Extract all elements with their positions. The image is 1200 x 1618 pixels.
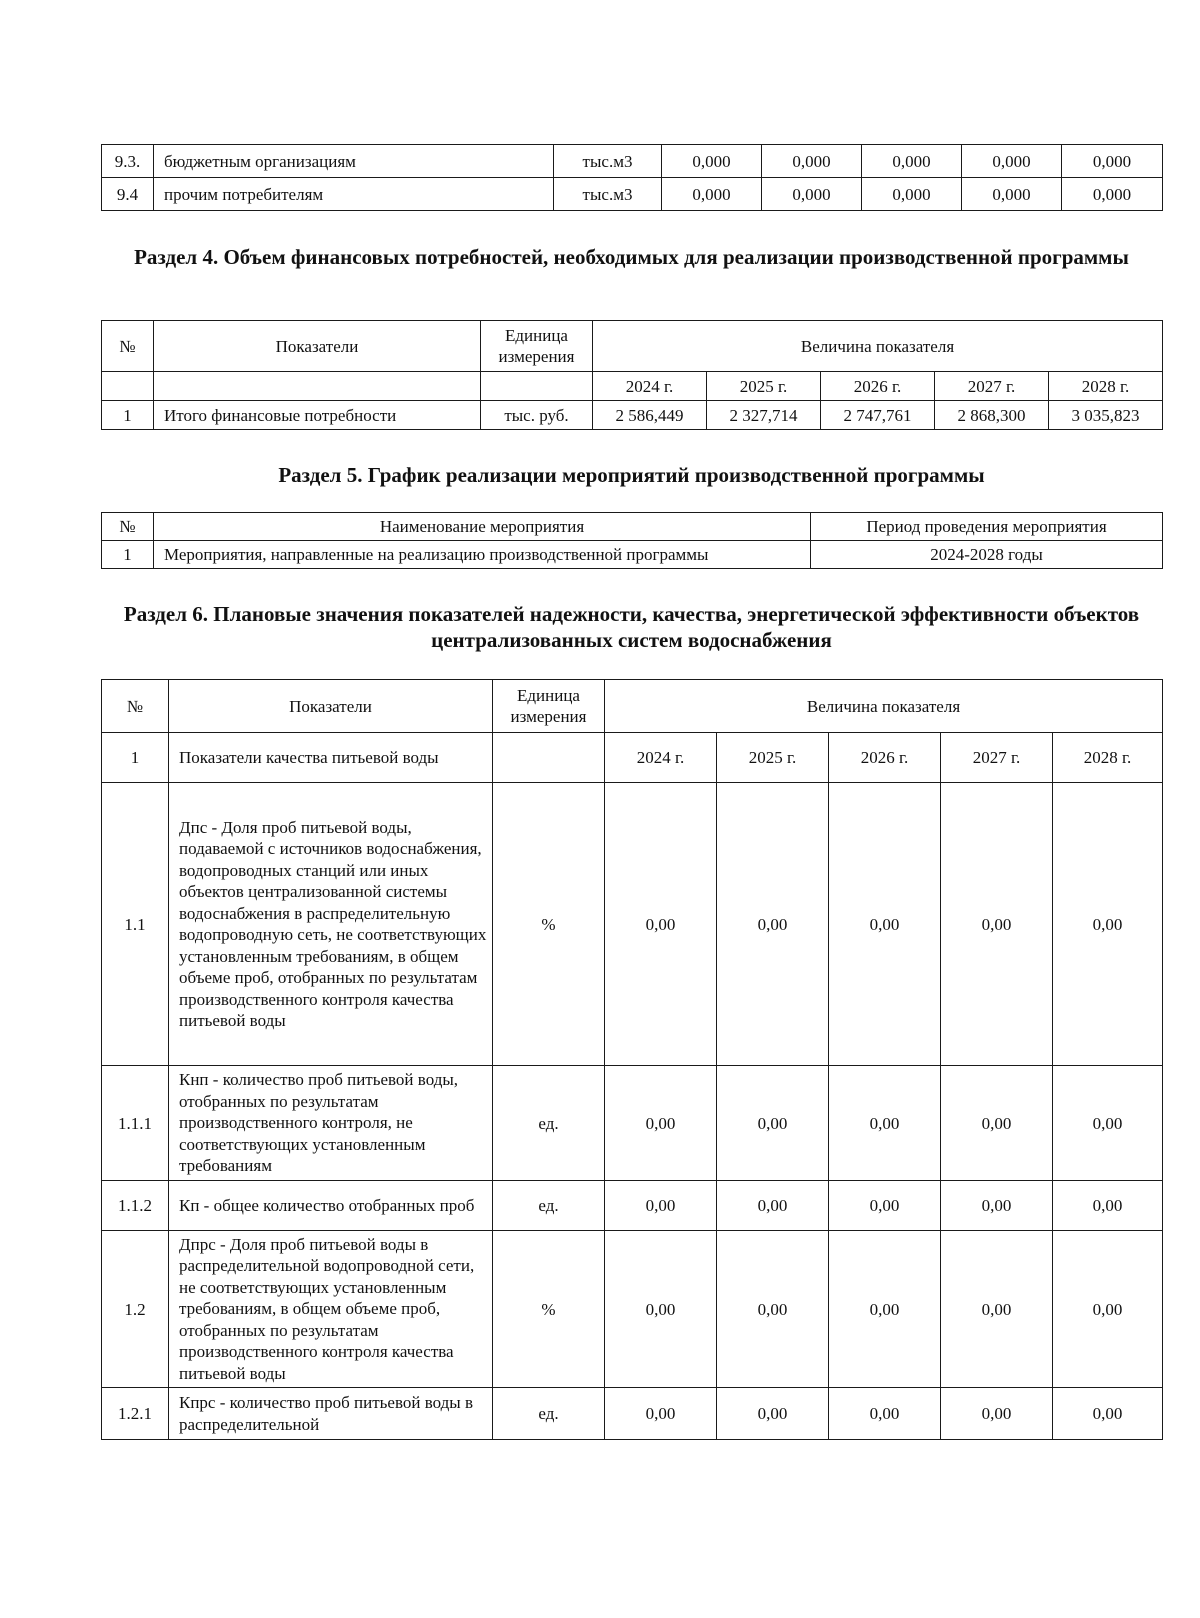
value-cell: 0,000: [1062, 145, 1163, 178]
row-number: 9.4: [102, 178, 154, 211]
header-value: Величина показателя: [593, 321, 1163, 372]
year-header: 2026 г.: [821, 372, 935, 401]
row-period: 2024-2028 годы: [811, 541, 1163, 569]
row-unit: тыс.м3: [554, 178, 662, 211]
year-header: 2028 г.: [1053, 733, 1163, 783]
value-cell: 0,00: [605, 1181, 717, 1231]
row-number: 1.2: [102, 1231, 169, 1388]
header-unit: Единица измерения: [493, 680, 605, 733]
row-name: Кнп - количество проб питьевой воды, отобранных по результатам производственного контроля, не соответствующих установленным требованиям: [169, 1066, 493, 1181]
table-header-row: [102, 321, 1163, 372]
row-name: Кп - общее количество отобранных проб: [169, 1181, 493, 1231]
empty-cell: [493, 733, 605, 783]
header-value: Величина показателя: [605, 680, 1163, 733]
value-cell: 0,00: [1053, 783, 1163, 1066]
row-name: Показатели качества питьевой воды: [169, 733, 493, 783]
value-cell: 0,00: [717, 1066, 829, 1181]
value-cell: 2 327,714: [707, 401, 821, 430]
value-cell: 0,00: [829, 783, 941, 1066]
section6-title: Раздел 6. Плановые значения показателей надежности, качества, энергетической эффективности объектов централизованных систем водоснабжения: [123, 602, 1140, 652]
table-row: [102, 783, 1163, 1066]
row-unit: %: [493, 1231, 605, 1388]
value-cell: 0,00: [717, 1231, 829, 1388]
year-header: 2027 г.: [941, 733, 1053, 783]
empty-cell: [481, 372, 593, 401]
empty-cell: [102, 372, 154, 401]
year-header: 2025 г.: [707, 372, 821, 401]
value-cell: 0,00: [829, 1231, 941, 1388]
value-cell: 0,000: [962, 145, 1062, 178]
table-header-row: [102, 513, 1163, 541]
value-cell: 0,00: [941, 1066, 1053, 1181]
value-cell: 0,00: [829, 1066, 941, 1181]
value-cell: 0,00: [1053, 1181, 1163, 1231]
header-number: №: [102, 513, 154, 541]
empty-cell: [154, 372, 481, 401]
row-unit: %: [493, 783, 605, 1066]
row-number: 9.3.: [102, 145, 154, 178]
header-number: №: [102, 321, 154, 372]
year-header: 2025 г.: [717, 733, 829, 783]
value-cell: 0,00: [717, 1181, 829, 1231]
value-cell: 0,000: [862, 145, 962, 178]
table-row: [102, 1181, 1163, 1231]
value-cell: 0,00: [605, 1388, 717, 1440]
row-name: Кпрс - количество проб питьевой воды в распределительной: [169, 1388, 493, 1440]
quality-indicators-table: [101, 679, 1163, 1440]
row-number: 1.2.1: [102, 1388, 169, 1440]
year-header: 2027 г.: [935, 372, 1049, 401]
value-cell: 2 586,449: [593, 401, 707, 430]
row-name: бюджетным организациям: [154, 145, 554, 178]
header-indicator: Показатели: [154, 321, 481, 372]
value-cell: 0,00: [829, 1388, 941, 1440]
value-cell: 0,000: [662, 178, 762, 211]
row-unit: тыс. руб.: [481, 401, 593, 430]
value-cell: 0,00: [941, 1388, 1053, 1440]
table-row: [102, 1231, 1163, 1388]
row-number: 1: [102, 541, 154, 569]
row-number: 1: [102, 733, 169, 783]
row-name: Дпс - Доля проб питьевой воды, подаваемой с источников водоснабжения, водопроводных станций или иных объектов централизованной системы водоснабжения в распределительную водопроводную сеть, не соответствующих установленным требованиям, в общем объеме проб, отобранных по результатам производственного контроля качества питьевой воды: [169, 783, 493, 1066]
row-number: 1.1.1: [102, 1066, 169, 1181]
value-cell: 0,00: [1053, 1066, 1163, 1181]
value-cell: 0,000: [662, 145, 762, 178]
section4-title: Раздел 4. Объем финансовых потребностей, необходимых для реализации производственной программы: [134, 245, 1129, 269]
value-cell: 0,00: [717, 783, 829, 1066]
value-cell: 0,00: [717, 1388, 829, 1440]
value-cell: 0,00: [941, 783, 1053, 1066]
row-number: 1.1: [102, 783, 169, 1066]
year-header: 2024 г.: [593, 372, 707, 401]
section5-title: Раздел 5. График реализации мероприятий производственной программы: [278, 463, 985, 487]
value-cell: 2 868,300: [935, 401, 1049, 430]
table-row: [102, 541, 1163, 569]
row-name: прочим потребителям: [154, 178, 554, 211]
table-row: [102, 1388, 1163, 1440]
row-number: 1: [102, 401, 154, 430]
year-header: 2028 г.: [1049, 372, 1163, 401]
value-cell: 0,000: [762, 145, 862, 178]
table-group-row: [102, 733, 1163, 783]
schedule-table: [101, 512, 1163, 569]
value-cell: 0,00: [941, 1181, 1053, 1231]
header-indicator: Показатели: [169, 680, 493, 733]
header-name: Наименование мероприятия: [154, 513, 811, 541]
header-period: Период проведения мероприятия: [811, 513, 1163, 541]
header-number: №: [102, 680, 169, 733]
year-header: 2024 г.: [605, 733, 717, 783]
table-row: [102, 145, 1163, 178]
row-unit: ед.: [493, 1181, 605, 1231]
value-cell: 0,00: [1053, 1231, 1163, 1388]
table-row: [102, 401, 1163, 430]
header-unit: Единица измерения: [481, 321, 593, 372]
table-row: [102, 1066, 1163, 1181]
row-unit: тыс.м3: [554, 145, 662, 178]
table-row: [102, 178, 1163, 211]
row-number: 1.1.2: [102, 1181, 169, 1231]
value-cell: 0,000: [862, 178, 962, 211]
value-cell: 0,000: [1062, 178, 1163, 211]
table-header-row: [102, 680, 1163, 733]
water-supply-table: [101, 144, 1163, 211]
value-cell: 0,00: [1053, 1388, 1163, 1440]
value-cell: 3 035,823: [1049, 401, 1163, 430]
value-cell: 0,00: [605, 1066, 717, 1181]
row-name: Мероприятия, направленные на реализацию производственной программы: [154, 541, 811, 569]
value-cell: 0,00: [829, 1181, 941, 1231]
financial-needs-table: [101, 320, 1163, 430]
value-cell: 0,00: [605, 1231, 717, 1388]
row-name: Дпрс - Доля проб питьевой воды в распределительной водопроводной сети, не соответствующих установленным требованиям, в общем объеме проб, отобранных по результатам производственного контроля качества питьевой воды: [169, 1231, 493, 1388]
value-cell: 0,00: [605, 783, 717, 1066]
row-unit: ед.: [493, 1066, 605, 1181]
value-cell: 0,000: [762, 178, 862, 211]
value-cell: 0,00: [941, 1231, 1053, 1388]
value-cell: 2 747,761: [821, 401, 935, 430]
row-unit: ед.: [493, 1388, 605, 1440]
table-years-row: [102, 372, 1163, 401]
row-name: Итого финансовые потребности: [154, 401, 481, 430]
value-cell: 0,000: [962, 178, 1062, 211]
year-header: 2026 г.: [829, 733, 941, 783]
